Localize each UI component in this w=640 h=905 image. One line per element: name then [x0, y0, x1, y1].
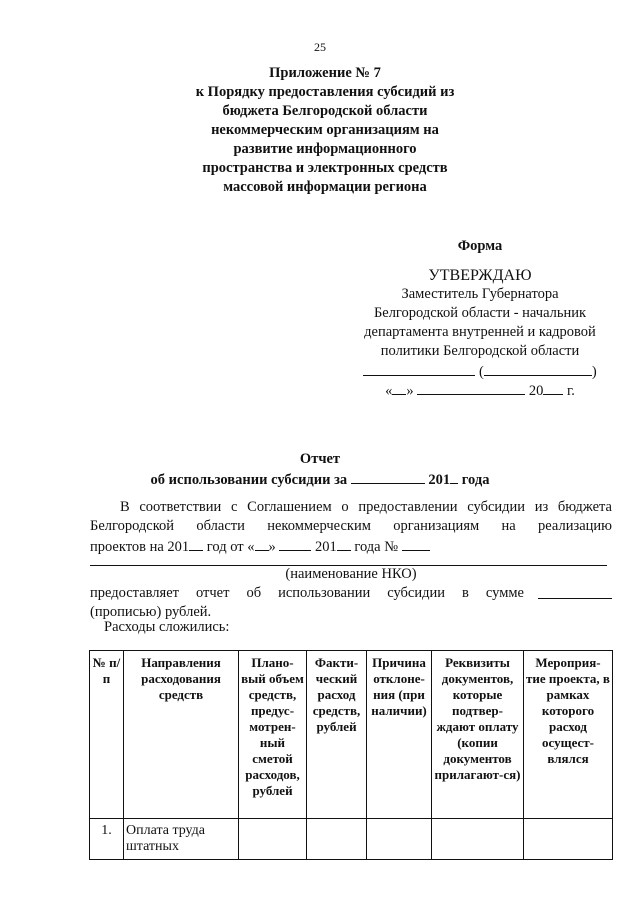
appendix-line: Приложение № 7 [269, 65, 381, 81]
signature-line: ( ) [350, 361, 610, 380]
paragraph-report: предоставляет отчет об использовании субсидии в сумме [90, 584, 612, 603]
period-blank [351, 469, 425, 484]
appendix-line: к Порядку предоставления субсидий из [195, 84, 455, 100]
approval-date-line: « » 20 г. [350, 380, 610, 399]
date-year-blank [543, 380, 563, 395]
table-cell [524, 819, 613, 860]
appendix-line: развитие информационного [233, 141, 417, 157]
header-actual: Факти-ческий расход средств, рублей [307, 651, 367, 819]
table-cell [307, 819, 367, 860]
sum-blank [538, 584, 612, 599]
appendix-header [160, 64, 490, 197]
appendix-line: некоммерческим организациям на [211, 122, 439, 138]
approval-line: Белгородской области - начальник [373, 305, 587, 321]
approval-heading: УТВЕРЖДАЮ [428, 267, 532, 284]
approval-line: политики Белгородской области [380, 343, 580, 359]
agreement-number-blank [402, 536, 430, 551]
expense-table [89, 650, 613, 860]
text-line: В соответствии с Соглашением о предоставлении субсидии из бюджета [120, 499, 612, 515]
date-day-blank [392, 380, 406, 395]
report-subtitle: об использовании субсидии за 201 года [0, 469, 640, 490]
approval-line: департамента внутренней и кадровой [364, 324, 596, 340]
table-cell [239, 819, 307, 860]
nko-caption: (наименование НКО) [285, 566, 417, 582]
agreement-day-blank [255, 536, 269, 551]
report-title-block [0, 450, 640, 490]
header-number: № п/п [90, 651, 124, 819]
text-line: (прописью) рублей. [90, 604, 212, 620]
appendix-line: бюджета Белгородской области [222, 103, 428, 119]
header-reason: Причина отклоне-ния (при наличии) [367, 651, 432, 819]
agreement-year-blank [337, 536, 351, 551]
header-documents: Реквизиты документов, которые подтвер-ждают оплату (копии документов прилагают-ся) [432, 651, 524, 819]
signature-blank [363, 361, 475, 376]
table-cell [432, 819, 524, 860]
appendix-line: массовой информации региона [223, 179, 427, 195]
header-direction: Направления расходования средств [124, 651, 239, 819]
year-suffix-blank [189, 536, 203, 551]
year-blank [450, 469, 458, 484]
text-line: Белгородской области некоммерческим организациям на реализацию [90, 518, 612, 534]
approval-block [350, 266, 610, 399]
report-title: Отчет [299, 451, 341, 467]
table-cell: Оплата труда штатных [124, 819, 239, 860]
paragraph-agreement [90, 498, 612, 517]
header-planned: Плано-вый объем средств, предус-мотрен-ный сметой расходов, рублей [239, 651, 307, 819]
table-cell: 1. [90, 819, 124, 860]
table-header-row [90, 651, 613, 819]
agreement-month-blank [279, 536, 311, 551]
paragraph-agreement-line2 [90, 517, 612, 536]
date-month-blank [417, 380, 525, 395]
page-number: 25 [314, 40, 326, 54]
approval-line: Заместитель Губернатора [401, 286, 559, 302]
signature-name-blank [484, 361, 592, 376]
header-activity: Мероприя-тие проекта, в рамках которого расход осущест-влялся [524, 651, 613, 819]
form-label: Форма [457, 238, 503, 254]
table-row [90, 819, 613, 860]
table-cell [367, 819, 432, 860]
paragraph-agreement-line3: проектов на 201 год от « » 201 года № [90, 536, 612, 557]
appendix-line: пространства и электронных средств [202, 160, 448, 176]
expenses-label: Расходы сложились: [104, 619, 230, 635]
